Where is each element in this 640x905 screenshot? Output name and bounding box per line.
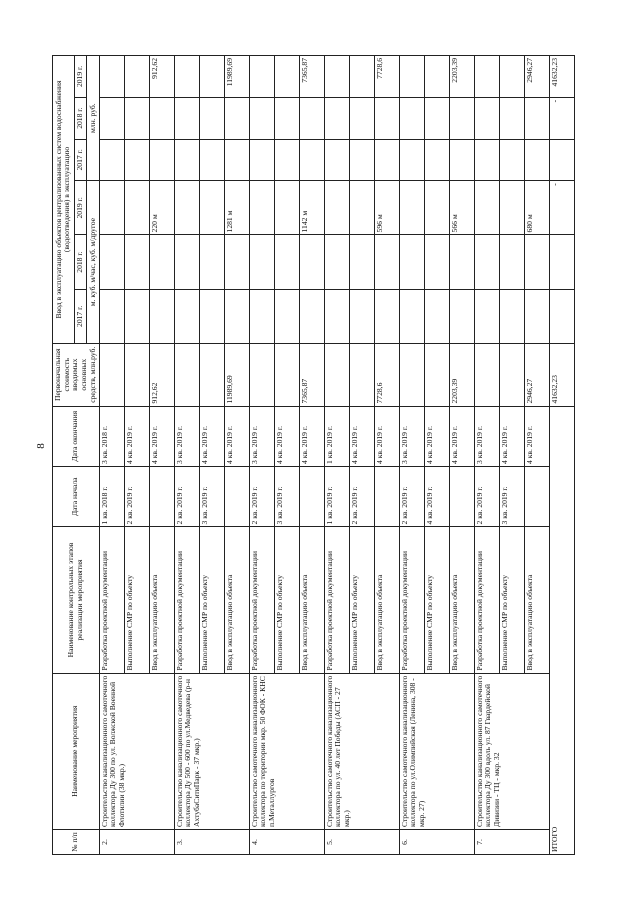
total-capacity-2017	[549, 289, 574, 343]
end-date-cell: 3 кв. 2019 г.	[474, 406, 499, 466]
table-row	[174, 56, 199, 855]
capacity-2017-cell	[424, 289, 449, 343]
money-2019-cell: 2203,39	[449, 56, 474, 98]
capacity-2019-cell	[199, 181, 224, 235]
start-date-cell	[299, 467, 324, 527]
header-unit-money: млн. руб.	[87, 56, 99, 181]
total-money-2019: 41632,23	[549, 56, 574, 98]
money-2017-cell	[499, 139, 524, 181]
money-2017-cell	[299, 139, 324, 181]
money-2018-cell	[299, 97, 324, 139]
cost-cell	[274, 343, 299, 406]
capacity-2018-cell	[224, 235, 249, 289]
money-2019-cell: 2946,27	[524, 56, 549, 98]
money-2017-cell	[149, 139, 174, 181]
money-2018-cell	[524, 97, 549, 139]
capacity-2019-cell: 1281 м	[224, 181, 249, 235]
money-2019-cell	[424, 56, 449, 98]
stage-cell: Ввод в эксплуатацию объекта	[449, 527, 474, 673]
capacity-2019-cell: 220 м	[149, 181, 174, 235]
header-name: Наименование мероприятия	[53, 673, 100, 829]
cost-cell	[174, 343, 199, 406]
money-2017-cell	[424, 139, 449, 181]
start-date-cell: 3 кв. 2019 г.	[199, 467, 224, 527]
end-date-cell: 4 кв. 2019 г.	[299, 406, 324, 466]
money-2019-cell: 912,62	[149, 56, 174, 98]
stage-cell: Разработка проектной документации	[399, 527, 424, 673]
header-year-2019-money: 2019 г.	[74, 56, 86, 98]
total-cost: 41632,23	[549, 343, 574, 406]
money-2017-cell	[349, 139, 374, 181]
capacity-2017-cell	[224, 289, 249, 343]
start-date-cell: 4 кв. 2019 г.	[424, 467, 449, 527]
stage-cell: Разработка проектной документации	[99, 527, 124, 673]
measure-number: 5.	[324, 829, 399, 854]
stage-cell: Выполнение СМР по объекту	[274, 527, 299, 673]
measure-name: Строительство самотечного канализационного коллектора по ул. 40 лет Победы (АСП - 27 мкр.)	[324, 673, 399, 829]
start-date-cell: 2 кв. 2019 г.	[124, 467, 149, 527]
measure-number: 4.	[249, 829, 324, 854]
capacity-2017-cell	[374, 289, 399, 343]
measure-name: Строительство самотечного канализационного коллектора по территории мкр. 50 ФОК - КНС п.Металлургов	[249, 673, 324, 829]
start-date-cell: 1 кв. 2018 г.	[99, 467, 124, 527]
money-2018-cell	[199, 97, 224, 139]
measure-number: 2.	[99, 829, 174, 854]
capacity-2018-cell	[249, 235, 274, 289]
stage-cell: Разработка проектной документации	[324, 527, 349, 673]
cost-cell	[499, 343, 524, 406]
table-row	[99, 56, 124, 855]
cost-cell: 2946,27	[524, 343, 549, 406]
money-2018-cell	[174, 97, 199, 139]
measure-name: Строительство канализационного самотечного коллектора Ду 300 вдоль ул. 87 Гвардейской Дивизии - ТЦ - мкр. 32	[474, 673, 549, 829]
money-2019-cell: 11989,69	[224, 56, 249, 98]
cost-cell: 912,62	[149, 343, 174, 406]
capacity-2018-cell	[299, 235, 324, 289]
money-2019-cell	[499, 56, 524, 98]
money-2018-cell	[424, 97, 449, 139]
end-date-cell: 4 кв. 2019 г.	[424, 406, 449, 466]
stage-cell: Выполнение СМР по объекту	[124, 527, 149, 673]
measure-number: 3.	[174, 829, 249, 854]
money-2018-cell	[324, 97, 349, 139]
cost-cell	[424, 343, 449, 406]
header-end: Дата окончания	[53, 406, 100, 466]
money-2019-cell	[199, 56, 224, 98]
money-2019-cell: 7728,6	[374, 56, 399, 98]
cost-cell	[249, 343, 274, 406]
cost-cell	[124, 343, 149, 406]
capacity-2018-cell	[399, 235, 424, 289]
total-label: ИТОГО	[549, 406, 574, 854]
capacity-2017-cell	[524, 289, 549, 343]
capacity-2019-cell	[124, 181, 149, 235]
money-2017-cell	[274, 139, 299, 181]
capacity-2017-cell	[274, 289, 299, 343]
capacity-2019-cell	[249, 181, 274, 235]
stage-cell: Разработка проектной документации	[474, 527, 499, 673]
end-date-cell: 4 кв. 2019 г.	[349, 406, 374, 466]
capacity-2018-cell	[124, 235, 149, 289]
money-2018-cell	[149, 97, 174, 139]
money-2019-cell	[474, 56, 499, 98]
header-year-2017: 2017 г.	[74, 289, 86, 343]
end-date-cell: 4 кв. 2019 г.	[224, 406, 249, 466]
capacity-2018-cell	[374, 235, 399, 289]
cost-cell	[199, 343, 224, 406]
money-2019-cell	[274, 56, 299, 98]
cost-cell	[474, 343, 499, 406]
measure-name: Строительство самотечного канализационного коллектора по ул.Олимпийская (Ленина, 308 - мкр. 27)	[399, 673, 474, 829]
money-2019-cell	[324, 56, 349, 98]
money-2019-cell	[174, 56, 199, 98]
capacity-2019-cell: 1142 м	[299, 181, 324, 235]
capacity-2018-cell	[274, 235, 299, 289]
money-2017-cell	[449, 139, 474, 181]
total-money-2017	[549, 139, 574, 181]
total-money-2018: -	[549, 97, 574, 139]
money-2019-cell	[249, 56, 274, 98]
money-2018-cell	[224, 97, 249, 139]
stage-cell: Выполнение СМР по объекту	[424, 527, 449, 673]
money-2019-cell	[349, 56, 374, 98]
money-2018-cell	[474, 97, 499, 139]
capacity-2018-cell	[524, 235, 549, 289]
end-date-cell: 4 кв. 2019 г.	[499, 406, 524, 466]
capacity-2017-cell	[349, 289, 374, 343]
capacity-2019-cell	[424, 181, 449, 235]
money-2019-cell	[124, 56, 149, 98]
cost-cell: 7728,6	[374, 343, 399, 406]
header-year-2018-money: 2018 г.	[74, 97, 86, 139]
money-2017-cell	[224, 139, 249, 181]
capacity-2017-cell	[399, 289, 424, 343]
money-2018-cell	[374, 97, 399, 139]
cost-cell	[99, 343, 124, 406]
measure-number: 7.	[474, 829, 549, 854]
capacity-2017-cell	[124, 289, 149, 343]
capacity-2018-cell	[324, 235, 349, 289]
end-date-cell: 3 кв. 2019 г.	[399, 406, 424, 466]
table-container	[52, 55, 572, 855]
capacity-2017-cell	[249, 289, 274, 343]
money-2018-cell	[499, 97, 524, 139]
money-2017-cell	[374, 139, 399, 181]
capacity-2019-cell: 596 м	[374, 181, 399, 235]
money-2018-cell	[124, 97, 149, 139]
total-capacity-2019: -	[549, 181, 574, 235]
header-no: № п/п	[53, 829, 100, 854]
cost-cell: 11989,69	[224, 343, 249, 406]
capacity-2017-cell	[449, 289, 474, 343]
stage-cell: Разработка проектной документации	[249, 527, 274, 673]
total-capacity-2018	[549, 235, 574, 289]
capacity-2018-cell	[174, 235, 199, 289]
stage-cell: Выполнение СМР по объекту	[349, 527, 374, 673]
capacity-2019-cell: 680 м	[524, 181, 549, 235]
money-2018-cell	[99, 97, 124, 139]
cost-cell	[399, 343, 424, 406]
stage-cell: Ввод в эксплуатацию объекта	[224, 527, 249, 673]
money-2017-cell	[249, 139, 274, 181]
capacity-2018-cell	[474, 235, 499, 289]
capacity-2019-cell: 566 м	[449, 181, 474, 235]
header-unit-capacity: м. куб. м/час, куб. м/другое	[87, 181, 99, 344]
capacity-2017-cell	[299, 289, 324, 343]
header-start: Дата начала	[53, 467, 100, 527]
money-2018-cell	[274, 97, 299, 139]
end-date-cell: 4 кв. 2019 г.	[149, 406, 174, 466]
end-date-cell: 3 кв. 2018 г.	[99, 406, 124, 466]
end-date-cell: 3 кв. 2019 г.	[249, 406, 274, 466]
table-row	[324, 56, 349, 855]
cost-cell: 7365,87	[299, 343, 324, 406]
capacity-2018-cell	[149, 235, 174, 289]
start-date-cell	[449, 467, 474, 527]
money-2017-cell	[124, 139, 149, 181]
page-number: 8	[34, 443, 47, 449]
end-date-cell: 4 кв. 2019 г.	[449, 406, 474, 466]
end-date-cell: 4 кв. 2019 г.	[274, 406, 299, 466]
money-2019-cell: 7365,87	[299, 56, 324, 98]
stage-cell: Разработка проектной документации	[174, 527, 199, 673]
capacity-2017-cell	[199, 289, 224, 343]
capacity-2017-cell	[99, 289, 124, 343]
capacity-2018-cell	[499, 235, 524, 289]
header-intro: Ввод в эксплуатацию объектов централизованных систем водоснабжения (водоотведения) в эксплуатацию	[53, 56, 75, 344]
capacity-2019-cell	[99, 181, 124, 235]
start-date-cell: 2 кв. 2019 г.	[174, 467, 199, 527]
money-2017-cell	[199, 139, 224, 181]
end-date-cell: 4 кв. 2019 г.	[374, 406, 399, 466]
money-2017-cell	[174, 139, 199, 181]
header-stage: Наименование контрольных этапов реализации мероприятия	[53, 527, 100, 673]
measure-number: 6.	[399, 829, 474, 854]
capacity-2017-cell	[499, 289, 524, 343]
start-date-cell	[224, 467, 249, 527]
money-2017-cell	[474, 139, 499, 181]
money-2018-cell	[249, 97, 274, 139]
start-date-cell	[149, 467, 174, 527]
capacity-2017-cell	[474, 289, 499, 343]
table-row	[249, 56, 274, 855]
end-date-cell: 3 кв. 2019 г.	[174, 406, 199, 466]
stage-cell: Выполнение СМР по объекту	[199, 527, 224, 673]
capacity-2018-cell	[449, 235, 474, 289]
capacity-2019-cell	[324, 181, 349, 235]
capacity-2017-cell	[149, 289, 174, 343]
capacity-2017-cell	[324, 289, 349, 343]
money-2018-cell	[399, 97, 424, 139]
header-year-2019: 2019 г.	[74, 181, 86, 235]
stage-cell: Выполнение СМР по объекту	[499, 527, 524, 673]
start-date-cell: 2 кв. 2019 г.	[249, 467, 274, 527]
table-row	[474, 56, 499, 855]
money-2017-cell	[524, 139, 549, 181]
end-date-cell: 4 кв. 2019 г.	[524, 406, 549, 466]
stage-cell: Ввод в эксплуатацию объекта	[374, 527, 399, 673]
capacity-2019-cell	[499, 181, 524, 235]
cost-cell: 2203,39	[449, 343, 474, 406]
header-year-2018: 2018 г.	[74, 235, 86, 289]
capacity-2019-cell	[274, 181, 299, 235]
start-date-cell	[524, 467, 549, 527]
end-date-cell: 4 кв. 2019 г.	[199, 406, 224, 466]
cost-cell	[324, 343, 349, 406]
start-date-cell	[374, 467, 399, 527]
start-date-cell: 1 кв. 2019 г.	[324, 467, 349, 527]
total-row	[549, 56, 574, 855]
money-2017-cell	[399, 139, 424, 181]
start-date-cell: 2 кв. 2019 г.	[349, 467, 374, 527]
money-2017-cell	[324, 139, 349, 181]
start-date-cell: 3 кв. 2019 г.	[499, 467, 524, 527]
start-date-cell: 3 кв. 2019 г.	[274, 467, 299, 527]
money-2019-cell	[399, 56, 424, 98]
measure-name: Строительство канализационного самотечного коллектора Ду 500 - 600 по ул.Медведева (р-н АхтубаСитиПарк - 37 мкр.)	[174, 673, 249, 829]
end-date-cell: 1 кв. 2019 г.	[324, 406, 349, 466]
money-2018-cell	[349, 97, 374, 139]
money-2017-cell	[99, 139, 124, 181]
capacity-2019-cell	[349, 181, 374, 235]
end-date-cell: 4 кв. 2019 г.	[124, 406, 149, 466]
measure-name: Строительство канализационного самотечного коллектора Ду 300 по ул. Волжской Военной Флотилии (38 мкр.)	[99, 673, 174, 829]
measures-table	[52, 55, 575, 855]
start-date-cell: 2 кв. 2019 г.	[399, 467, 424, 527]
start-date-cell: 2 кв. 2019 г.	[474, 467, 499, 527]
cost-cell	[349, 343, 374, 406]
capacity-2017-cell	[174, 289, 199, 343]
stage-cell: Ввод в эксплуатацию объекта	[149, 527, 174, 673]
capacity-2018-cell	[424, 235, 449, 289]
table-row	[399, 56, 424, 855]
capacity-2018-cell	[99, 235, 124, 289]
capacity-2019-cell	[399, 181, 424, 235]
header-year-2017-money: 2017 г.	[74, 139, 86, 181]
capacity-2019-cell	[474, 181, 499, 235]
stage-cell: Ввод в эксплуатацию объекта	[524, 527, 549, 673]
money-2018-cell	[449, 97, 474, 139]
stage-cell: Ввод в эксплуатацию объекта	[299, 527, 324, 673]
capacity-2019-cell	[174, 181, 199, 235]
money-2019-cell	[99, 56, 124, 98]
capacity-2018-cell	[349, 235, 374, 289]
capacity-2018-cell	[199, 235, 224, 289]
header-cost: Первоначальная стоимость вводимых основных средств, млн.руб.	[53, 343, 100, 406]
